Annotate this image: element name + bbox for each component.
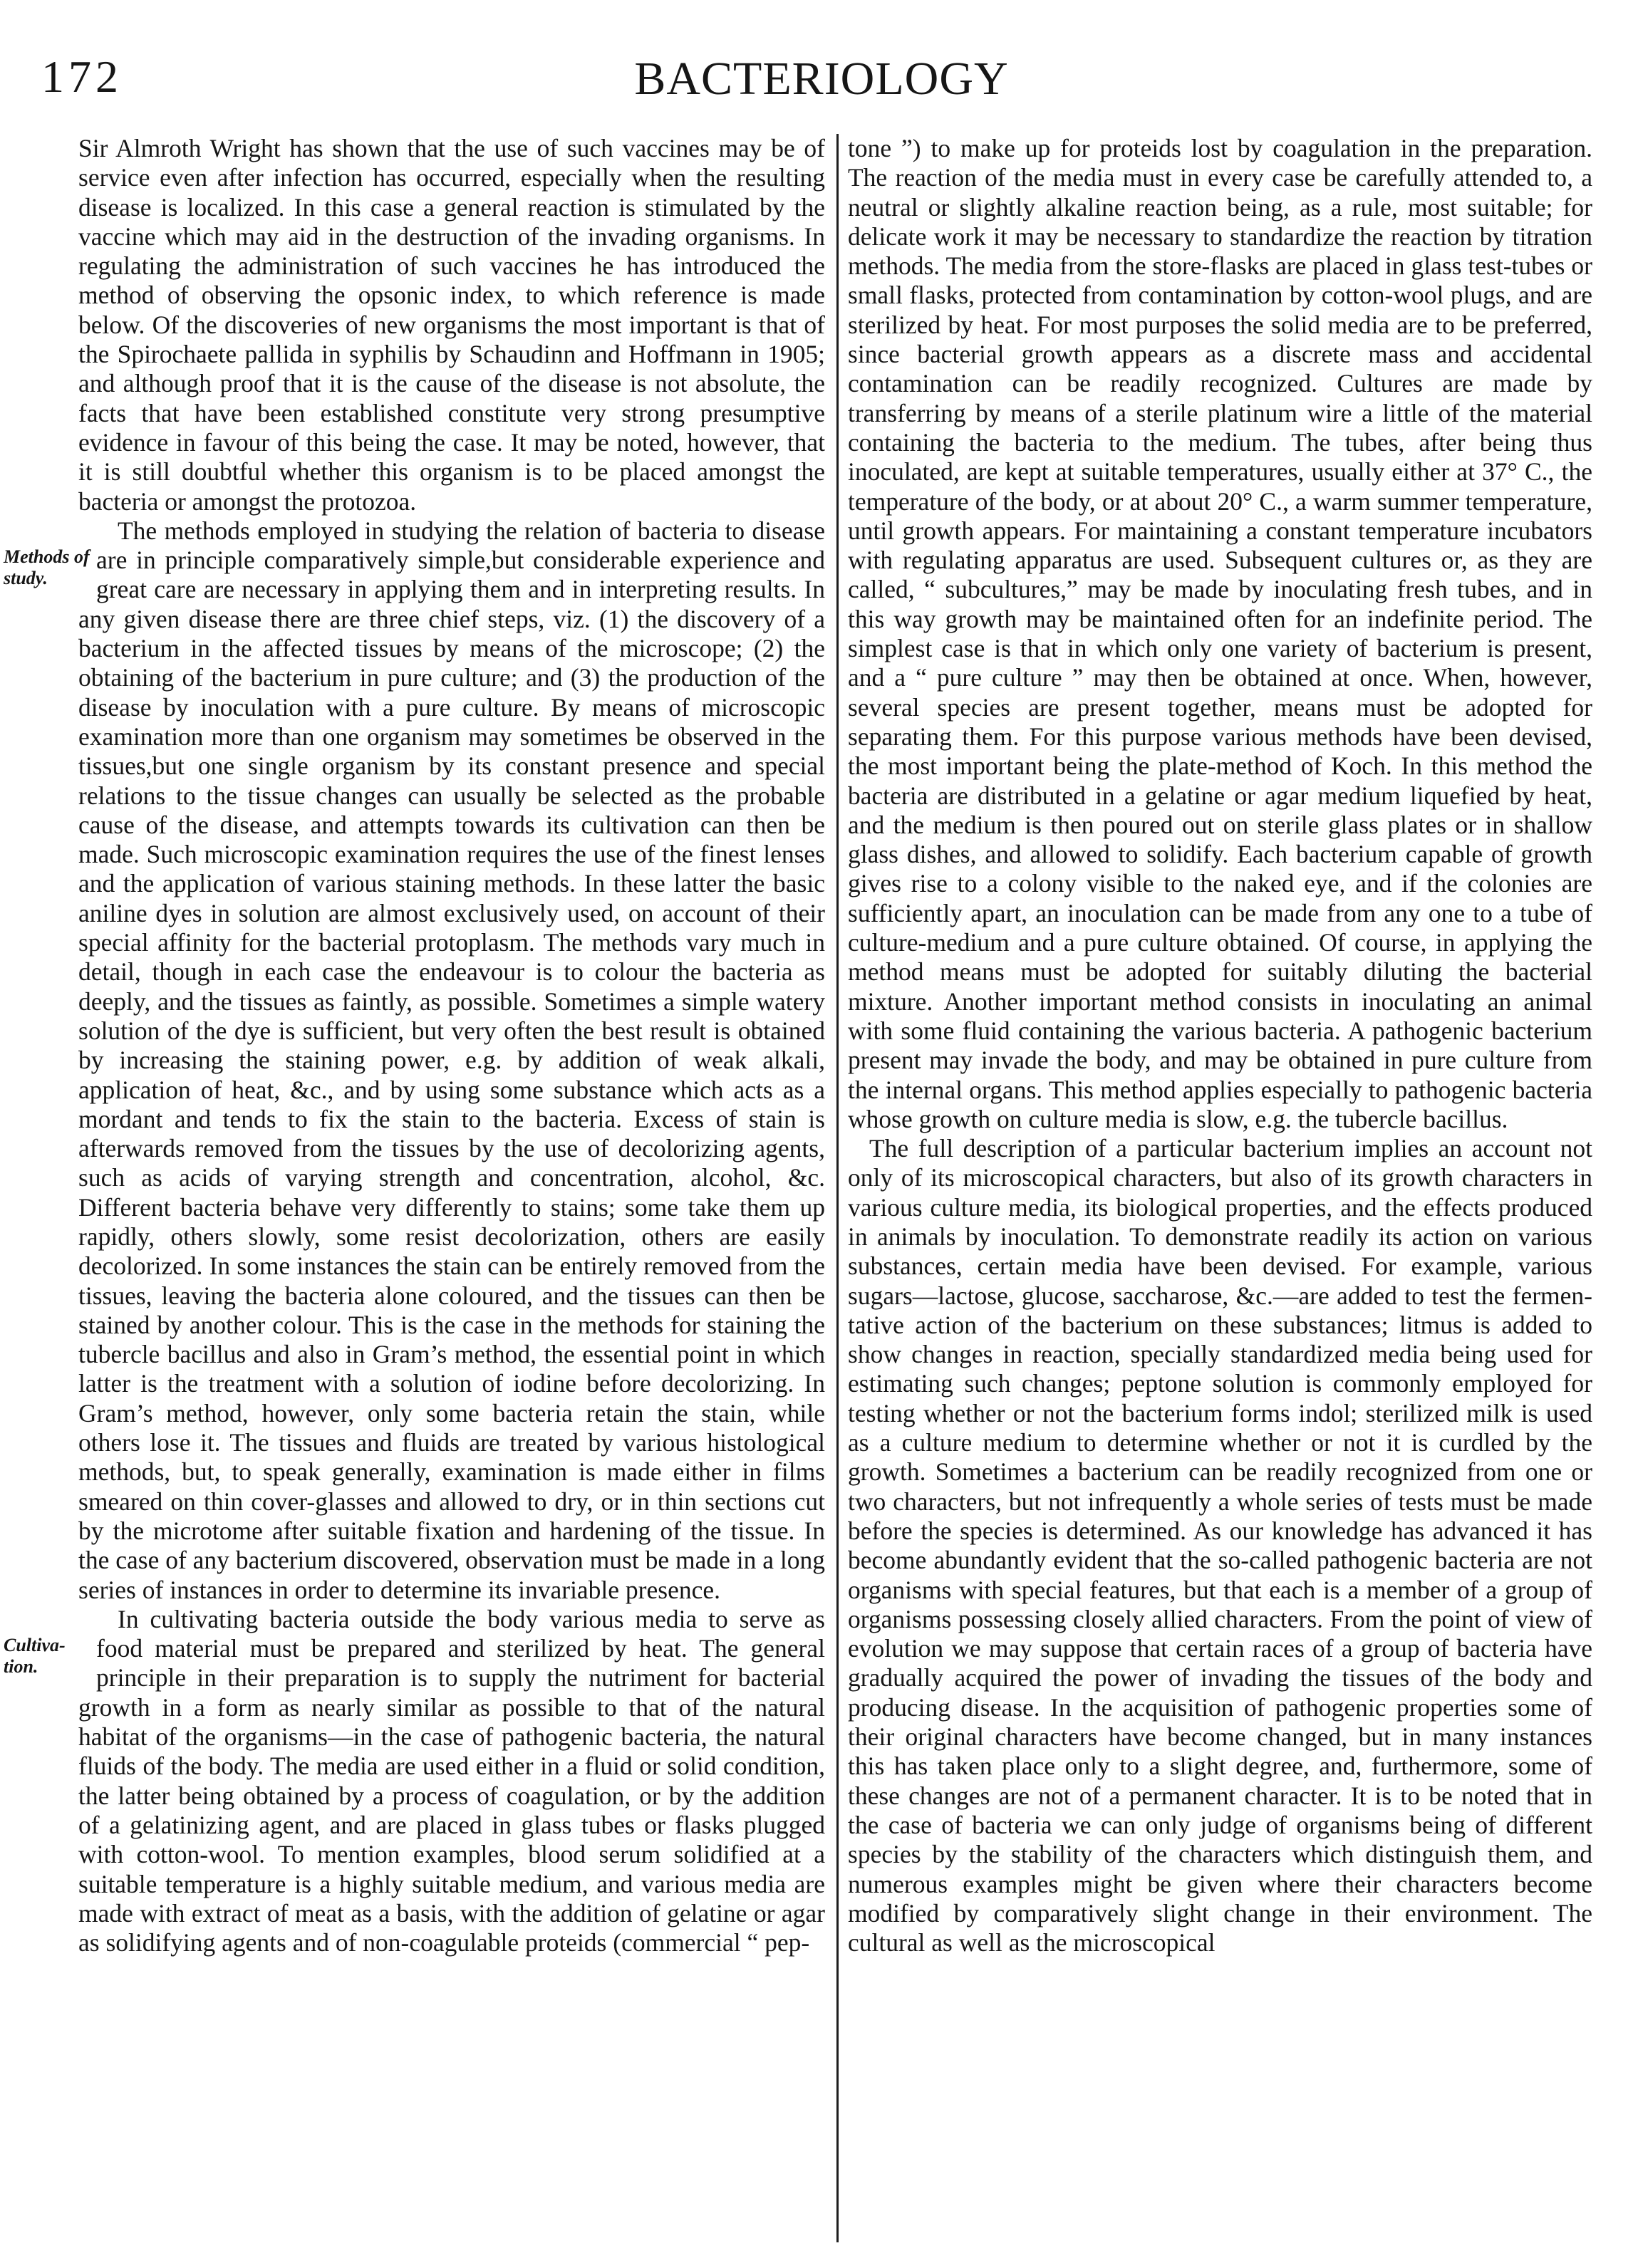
running-head: BACTERIOLOGY	[634, 53, 1009, 105]
paragraph-cultivation-text: In cultivating bacteria outside the body various media to serve as food material must be prepared and sterilized by heat. The general principle in their preparation is to supply the nutriment for bacterial growth in a form as nearly similar as possible to that of the natural habitat of the organisms—in the case of pathogenic bacteria, the natural fluids of the body. The media are used either in a fluid or solid condition, the latter being obtained by a process of coagulation, or by the addition of a gelatinizing agent, and are placed in glass tubes or flasks plugged with cotton-wool. To mention examples, blood serum solidified at a suitable temperature is a highly suitable medium, and various media are made with extract of meat as a basis, with the addition of gelatine or agar as solidifying agents and of non-coagulable proteids (commercial “ pep-	[78, 1604, 825, 1957]
marginal-note-methods: Methods of study.	[4, 546, 90, 588]
paragraph-cultivation	[4, 1604, 825, 1958]
paragraph-bacterium-description: The full description of a particular bacterium implies an account not only of its microscopical characters, but also of its growth characters in various culture media, its biological properties, and the effects produced in animals by inoculation. To demonstrate readily its action on various substances, certain media have been devised. For example, various sugars—lactose, glucose, saccharose, &c.—are added to test the fermentative action of the bacterium on these substances; litmus is added to show changes in reaction, specially standardized media being used for estimating such changes; peptone solution is commonly employed for testing whether or not the bacterium forms indol; sterilized milk is used as a culture medium to determine whether or not it is curdled by the growth. Sometimes a bacterium can be readily recognized from one or two characters, but not infrequently a whole series of tests must be made before the species is determined. As our knowledge has advanced it has become abundantly evident that the so-called pathogenic bacteria are not organisms with special features, but that each is a member of a group of organisms possessing closely allied characters. From the point of view of evolution we may suppose that certain races of a group of bacteria have gradually acquired the power of invading the tissues of the body and producing disease. In the acquisition of pathogenic properties some of their original characters have become changed, but in many instances this has taken place only to a slight degree, and, furthermore, some of these changes are not of a permanent character. It is to be noted that in the case of bacteria we can only judge of organisms being of different species by the stability of the characters which distinguish them, and numerous examples might be given where their characters become modified by comparatively slight change in their environment. The cultural as well as the microscopical	[848, 1134, 1592, 1957]
column-divider	[836, 134, 839, 2242]
marginal-note-cultivation: Cultivation.	[4, 1634, 66, 1677]
right-column	[848, 134, 1592, 2242]
paragraph-methods-of-study	[4, 516, 825, 1605]
paragraph-methods-text: The methods employed in studying the relation of bacteria to disease are in principle comparatively simple,but considerable experience and great care are necessary in applying them and in interpreting results. In any given disease there are three chief steps, viz. (1) the discovery of a bacterium in the affected tissues by means of the microscope; (2) the obtaining of the bacterium in pure culture; and (3) the production of the disease by inoculation with a pure culture. By means of microscopic examination more than one organism may sometimes be observed in the tissues,but one single organism by its constant presence and special relations to the tissue changes can usually be selected as the probable cause of the disease, and attempts towards its cultivation can then be made. Such microscopic examination requires the use of the finest lenses and the application of various staining methods. In these latter the basic aniline dyes in solution are almost exclusively used, on account of their special affinity for the bacterial protoplasm. The methods vary much in detail, though in each case the endeavour is to colour the bacteria as deeply, and the tissues as faintly, as possible. Sometimes a simple watery solution of the dye is sufficient, but very often the best result is obtained by increasing the staining power, e.g. by addition of weak alkali, application of heat, &c., and by using some substance which acts as a mordant and tends to fix the stain to the bacteria. Excess of stain is afterwards removed from the tissues by the use of decolorizing agents, such as acids of varying strength and concentration, alcohol, &c. Different bacteria behave very differently to stains; some take them up rapidly, others slowly, some resist decolorization, others are easily decolorized. In some instances the stain can be entirely removed from the tissues, leaving the bacteria alone coloured, and the tissues can then be stained by another colour. This is the case in the methods for staining the tubercle bacillus and also in Gram’s method, the essential point in which latter is the treatment with a solution of iodine before decolorizing. In Gram’s method, however, only some bacteria retain the stain, while others lose it. The tissues and fluids are treated by various histological methods, but, to speak generally, examination is made either in films smeared on thin cover-glasses and allowed to dry, or in thin sections cut by the microtome after suitable fixation and hardening of the tissue. In the case of any bacterium discovered, observation must be made in a long series of instances in order to determine its invariable presence.	[78, 516, 825, 1604]
page-number: 172	[41, 51, 123, 102]
paragraph-vaccines: Sir Almroth Wright has shown that the use of such vaccines may be of service even after infection has occurred, especially when the resulting disease is localized. In this case a general reaction is stimulated by the vaccine which may aid in the destruction of the invading organisms. In regulating the administration of such vaccines he has introduced the method of observing the opsonic index, to which reference is made below. Of the discoveries of new organisms the most important is that of the Spirochaete pallida in syphilis by Schaudinn and Hoffmann in 1905; and although proof that it is the cause of the disease is not absolute, the facts that have been established constitute very strong presumptive evidence in favour of this being the case. It may be noted, however, that it is still doubtful whether this organism is to be placed amongst the bacteria or amongst the protozoa.	[78, 134, 825, 516]
paragraph-culture-media: tone ”) to make up for proteids lost by coagulation in the preparation. The reaction of the media must in every case be carefully attended to, a neutral or slightly alkaline reaction being, as a rule, most suitable; for delicate work it may be necessary to standardize the reaction by titration methods. The media from the store-flasks are placed in glass test-tubes or small flasks, protected from contamination by cotton-wool plugs, and are sterilized by heat. For most purposes the solid media are to be preferred, since bacterial growth appears as a discrete mass and accidental contamination can be readily recognized. Cultures are made by transferring by means of a sterile platinum wire a little of the material containing the bacteria to the medium. The tubes, after being thus inoculated, are kept at suitable temperatures, usually either at 37° C., the temperature of the body, or at about 20° C., a warm summer temperature, until growth appears. For maintaining a constant temperature incubators with regulating apparatus are used. Subsequent cultures or, as they are called, “ subcultures,” may be made by inoculating fresh tubes, and in this way growth may be maintained often for an indefinite period. The simplest case is that in which only one variety of bacterium is present, and a “ pure culture ” may then be obtained at once. When, however, several species are present together, means must be adopted for separating them. For this purpose various methods have been devised, the most important being the plate-method of Koch. In this method the bacteria are distributed in a gelatine or agar medium liquefied by heat, and the medium is then poured out on sterile glass plates or in shallow glass dishes, and allowed to solidify. Each bacterium capable of growth gives rise to a colony visible to the naked eye, and if the colonies are sufficiently apart, an inoculation can be made from any one to a tube of culture-medium and a pure culture obtained. Of course, in applying the method means must be adopted for suitably diluting the bacterial mixture. Another important method consists in inoculating an animal with some fluid containing the various bacteria. A pathogenic bacterium present may invade the body, and may be obtained in pure culture from the internal organs. This method applies especially to pathogenic bacteria whose growth on culture media is slow, e.g. the tubercle bacillus.	[848, 134, 1592, 1133]
left-column	[4, 134, 825, 2242]
